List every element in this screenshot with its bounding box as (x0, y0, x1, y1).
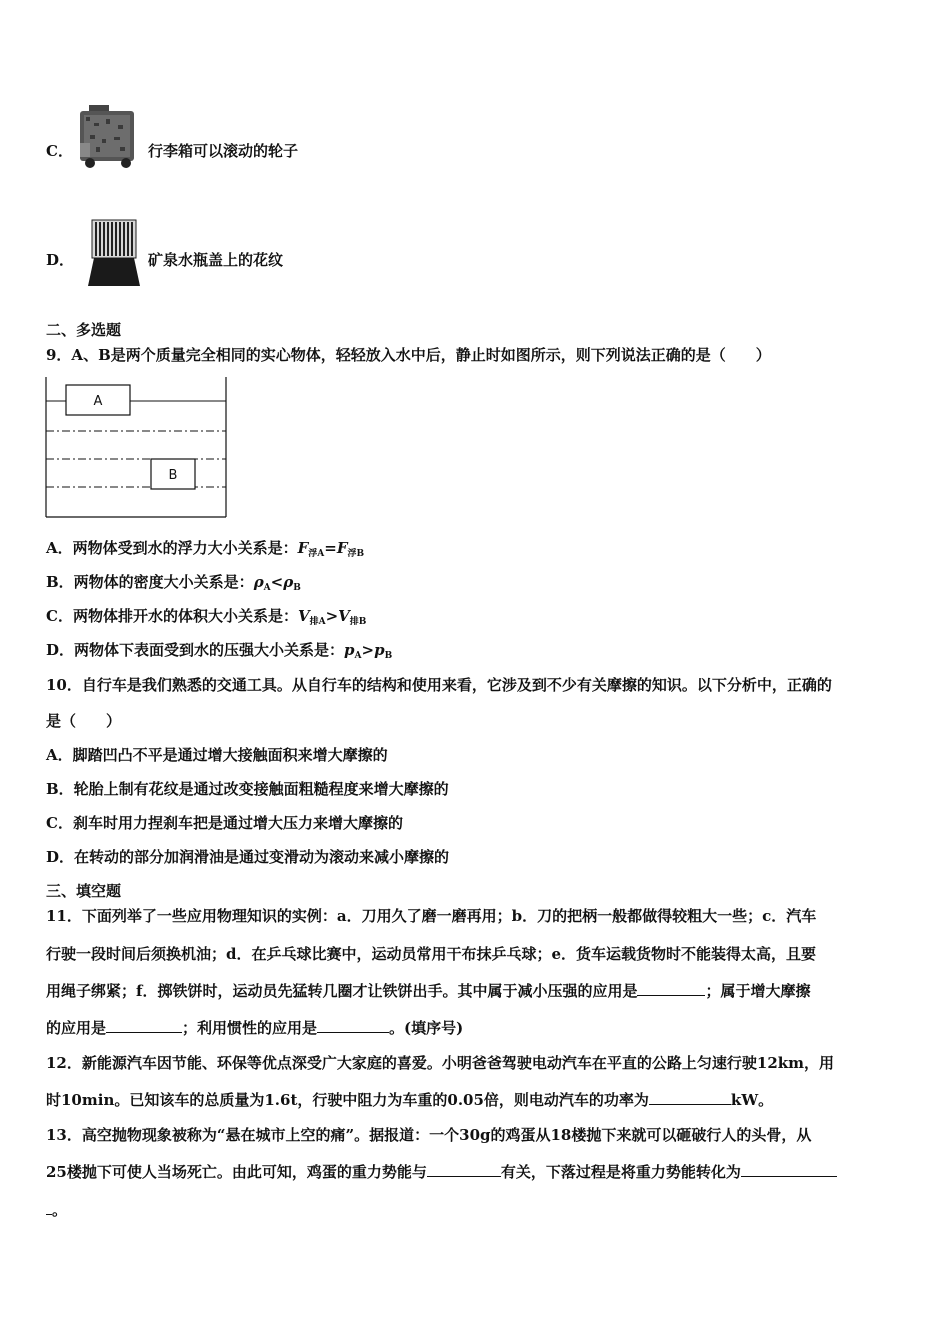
block-a-label: A (93, 394, 103, 409)
question-13-line1: 13．高空抛物现象被称为“悬在城市上空的痛”。据报道：一个30g的鸡蛋从18楼抛下来就可以砸破行人的头骨，从 (46, 1126, 812, 1144)
question-11-line2: 行驶一段时间后须换机油；d．在乒乓球比赛中，运动员常用干布抹乒乓球；e．货车运载货物时不能装得太高，且要 (46, 945, 817, 963)
answer-blank-2[interactable] (106, 1018, 182, 1033)
question-10-option-d: D．在转动的部分加润滑油是通过变滑动为滚动来减小摩擦的 (46, 848, 450, 866)
question-10-stem-line2: 是（ ） (46, 712, 122, 730)
section-title-multiple-choice: 二、多选题 (46, 321, 122, 339)
question-11-line4: 的应用是 ；利用惯性的应用是 。(填序号) (46, 1019, 464, 1037)
option-d-label: D． (46, 251, 75, 269)
question-9-option-a: A．两物体受到水的浮力大小关系是：$F_{浮A}=F_{浮B}$ (46, 539, 365, 559)
question-12-line2: 时10min。已知该车的总质量为1.6t，行驶中阻力为车重的0.05倍，则电动汽车的功率为 kW。 (46, 1091, 774, 1109)
question-9-option-c: C．两物体排开水的体积大小关系是：$V_{排A}>V_{排B}$ (46, 607, 367, 627)
option-c-label: C． (46, 142, 73, 160)
question-12-line1: 12．新能源汽车因节能、环保等优点深受广大家庭的喜爱。小明爸爸驾驶电动汽车在平直的公路上匀速行驶12km，用 (46, 1054, 835, 1072)
option-d-text: 矿泉水瓶盖上的花纹 (148, 251, 284, 269)
block-b-label: B (168, 468, 178, 483)
question-9-stem: 9．A、B是两个质量完全相同的实心物体，轻轻放入水中后，静止时如图所示，则下列说法正确的是（ ） (46, 346, 771, 364)
question-13-line3: 。 (46, 1200, 67, 1220)
answer-blank-3[interactable] (317, 1018, 389, 1033)
question-9-option-d: D．两物体下表面受到水的压强大小关系是：$p_A>p_B$ (46, 641, 393, 661)
question-10-option-a: A．脚踏凹凸不平是通过增大接触面积来增大摩擦的 (46, 746, 388, 764)
question-10-option-c: C．刹车时用力捏刹车把是通过增大压力来增大摩擦的 (46, 814, 403, 832)
question-11-line1: 11．下面列举了一些应用物理知识的实例：a．刀用久了磨一磨再用；b．刀的把柄一般都做得较粗大一些；c．汽车 (46, 907, 817, 925)
question-11-line3: 用绳子绑紧；f．掷铁饼时，运动员先猛转几圈才让铁饼出手。其中属于减小压强的应用是 ；属于增大摩擦 (46, 982, 811, 1000)
answer-blank-4[interactable] (649, 1090, 731, 1105)
question-13-line2: 25楼抛下可使人当场死亡。由此可知，鸡蛋的重力势能与 有关，下落过程是将重力势能转化为 (46, 1162, 837, 1182)
answer-blank-1[interactable] (637, 981, 705, 996)
luggage-icon (76, 103, 138, 169)
question-10-stem-line1: 10．自行车是我们熟悉的交通工具。从自行车的结构和使用来看，它涉及到不少有关摩擦的知识。以下分析中，正确的 (46, 676, 832, 694)
question-9-option-b: B．两物体的密度大小关系是：$\rho_A<\rho_B$ (46, 573, 301, 593)
section-title-fill-in: 三、填空题 (46, 882, 122, 900)
option-c-text: 行李箱可以滚动的轮子 (148, 142, 299, 160)
bottle-cap-icon (86, 218, 142, 288)
question-10-option-b: B．轮胎上制有花纹是通过改变接触面粗糙程度来增大摩擦的 (46, 780, 449, 798)
answer-blank-6[interactable] (741, 1162, 837, 1177)
question-9-figure (44, 375, 230, 520)
answer-blank-5[interactable] (427, 1162, 501, 1177)
